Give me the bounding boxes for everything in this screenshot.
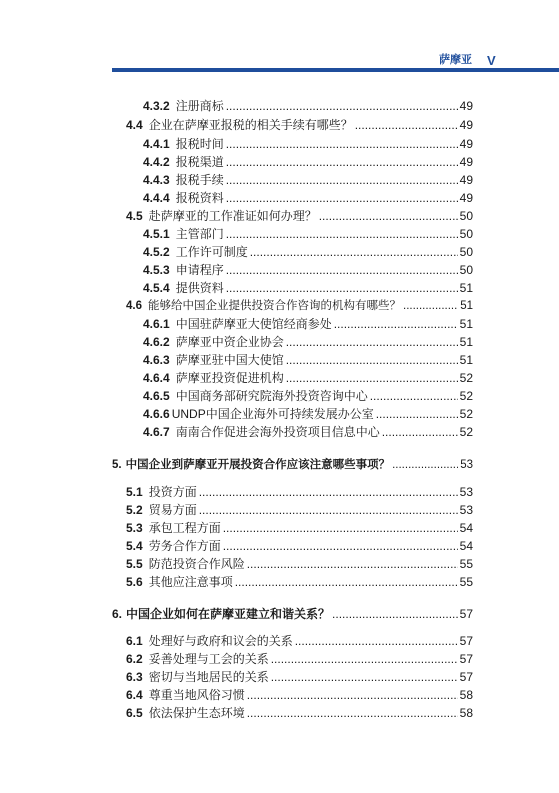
toc-entry-number: 6.2 [126,652,143,666]
toc-entry-title: 申请程序 [175,263,224,277]
toc-entry-title: 萨摩亚中资企业协会 [175,335,284,349]
toc-entry-title: 承包工程方面 [148,521,221,535]
toc-entry-number: 5.1 [126,485,143,499]
toc-leader-dots [271,670,458,684]
toc-entry-number: 4.5.2 [143,245,170,259]
toc-leader-dots [226,263,458,277]
toc-entry-number: 5.6 [126,575,143,589]
toc-entry-title: 工作许可制度 [175,245,248,259]
toc-entry-number: 4.5.1 [143,227,170,241]
toc-entry-title: UNDP中国企业海外可持续发展办公室 [171,407,374,421]
toc-entry[interactable] [143,241,473,259]
toc-entry-number: 4.4.1 [143,137,170,151]
toc-entry-title: 中国企业到萨摩亚开展投资合作应该注意哪些事项？ [125,459,391,471]
toc-entry-title: 贸易方面 [148,503,197,517]
header-rule [112,68,559,72]
toc-entry-title: 南南合作促进会海外投资项目信息中心 [175,425,380,439]
toc-entry-page: 51 [459,335,473,349]
toc-leader-dots [295,634,458,648]
toc-entry-page: 57 [459,652,473,666]
toc-entry-page: 54 [459,539,473,553]
toc-entry-title: 提供资料 [175,281,224,295]
toc-entry-number: 6.1 [126,634,143,648]
toc-entry-number: 5.2 [126,503,143,517]
toc-entry-number: 6.5 [126,706,143,720]
toc-entry[interactable] [143,169,473,187]
toc-entry[interactable] [126,702,473,720]
toc-entry-page: 50 [459,209,473,223]
toc-leader-dots [382,425,458,439]
toc-chapter-entry[interactable] [112,603,473,621]
toc-entry[interactable] [143,187,473,205]
toc-leader-dots [355,118,458,132]
toc-entry-number: 4.5.3 [143,263,170,277]
toc-entry[interactable] [126,630,473,648]
toc-leader-dots [392,458,458,472]
toc-entry-page: 51 [459,353,473,367]
toc-entry-page: 52 [459,407,473,421]
toc-entry-page: 57 [459,634,473,648]
toc-entry-title: 劳务合作方面 [148,539,221,553]
toc-entry-number: 4.6.2 [143,335,170,349]
toc-entry-number: 4.4.2 [143,155,170,169]
toc-entry-number: 5.4 [126,539,143,553]
toc-leader-dots [226,173,458,187]
toc-entry-title: 能够给中国企业提供投资合作咨询的机构有哪些？ [148,300,401,312]
toc-entry-page: 49 [459,155,473,169]
toc-entry-title: 依法保护生态环境 [148,706,245,720]
toc-entry-number: 4.6.3 [143,353,170,367]
toc-leader-dots [271,652,458,666]
toc-entry[interactable] [143,421,473,439]
toc-entry[interactable] [143,403,473,421]
toc-entry-number: 4.4.4 [143,191,170,205]
toc-leader-dots [235,575,458,589]
toc-entry-page: 52 [459,371,473,385]
toc-entry[interactable] [143,331,473,349]
toc-entry-page: 51 [460,300,473,312]
toc-leader-dots [286,371,458,385]
toc-entry[interactable] [126,553,473,571]
toc-entry-number: 4.3.2 [143,99,170,113]
toc-leader-dots [223,539,458,553]
toc-entry-number: 5.5 [126,557,143,571]
toc-entry-title: 中国企业如何在萨摩亚建立和谐关系？ [126,607,331,621]
toc-entry-page: 55 [459,575,473,589]
toc-entry-title: 尊重当地风俗习惯 [148,688,245,702]
toc-entry-page: 52 [459,389,473,403]
toc-leader-dots [226,281,458,295]
toc-entry[interactable] [126,648,473,666]
toc-leader-dots [403,299,458,313]
toc-entry[interactable] [126,571,473,589]
toc-leader-dots [199,485,458,499]
toc-entry-page: 54 [459,521,473,535]
toc-leader-dots [226,191,458,205]
toc-entry-title: 赴萨摩亚的工作准证如何办理？ [148,209,317,223]
toc-entry-title: 防范投资合作风险 [148,557,245,571]
toc-leader-dots [250,245,458,259]
toc-entry[interactable] [126,205,473,223]
toc-entry-title: 报税渠道 [175,155,224,169]
toc-entry[interactable] [126,684,473,702]
toc-entry-number: 4.4 [126,118,143,132]
toc-leader-dots [226,155,458,169]
toc-entry[interactable] [126,535,473,553]
toc-leader-dots [319,209,458,223]
toc-entry-number: 4.6 [126,300,142,312]
toc-entry-number: 6.4 [126,688,143,702]
toc-entry[interactable] [143,385,473,403]
toc-leader-dots [286,353,458,367]
toc-entry[interactable] [143,133,473,151]
toc-leader-dots [247,706,458,720]
toc-entry-page: 51 [459,281,473,295]
toc-leader-dots [247,688,458,702]
toc-entry-page: 49 [459,191,473,205]
toc-entry[interactable] [126,114,473,132]
toc-leader-dots [334,317,458,331]
header-country-name: 萨摩亚 [439,54,472,66]
toc-entry-number: 5.3 [126,521,143,535]
toc-entry-title: 萨摩亚驻中国大使馆 [175,353,284,367]
toc-entry-number: 4.5.4 [143,281,170,295]
toc-entry-title: 密切与当地居民的关系 [148,670,269,684]
toc-entry-page: 53 [460,459,473,471]
toc-entry-page: 57 [459,607,473,621]
toc-entry-page: 53 [459,485,473,499]
toc-entry-title: 中国驻萨摩亚大使馆经商参处 [175,317,332,331]
toc-entry-page: 51 [459,317,473,331]
toc-entry-page: 49 [459,173,473,187]
toc-entry-number: 5. [112,459,122,471]
toc-entry[interactable] [126,666,473,684]
toc-entry-title: 主管部门 [175,227,224,241]
toc-entry-page: 53 [459,503,473,517]
toc-entry[interactable] [143,313,473,331]
toc-entry-page: 50 [459,263,473,277]
toc-entry-number: 4.6.7 [143,425,170,439]
toc-chapter-entry[interactable] [112,454,473,472]
toc-leader-dots [226,227,458,241]
toc-leader-dots [376,407,458,421]
toc-entry[interactable] [126,517,473,535]
toc-entry-number: 4.6.4 [143,371,170,385]
toc-entry-number: 6. [112,607,123,621]
toc-leader-dots [332,607,458,621]
toc-entry-title: 报税手续 [175,173,224,187]
toc-entry-page: 49 [459,118,473,132]
toc-entry-title: 其他应注意事项 [148,575,233,589]
toc-entry-number: 6.3 [126,670,143,684]
toc-entry[interactable] [143,349,473,367]
toc-entry-title: 注册商标 [175,99,224,113]
toc-entry-title: 中国商务部研究院海外投资咨询中心 [175,389,368,403]
toc-entry-title: 萨摩亚投资促进机构 [175,371,284,385]
toc-leader-dots [286,335,458,349]
toc-entry-number: 4.6.5 [143,389,170,403]
toc-entry-page: 52 [459,425,473,439]
toc-entry[interactable] [143,259,473,277]
toc-entry-page: 57 [459,670,473,684]
toc-leader-dots [370,389,458,403]
toc-entry[interactable] [126,481,473,499]
toc-leader-dots [199,503,458,517]
toc-entry[interactable] [143,367,473,385]
toc-entry[interactable] [143,277,473,295]
toc-entry-title: 企业在萨摩亚报税的相关手续有哪些？ [148,118,353,132]
toc-entry-title: 报税资料 [175,191,224,205]
toc-entry[interactable] [143,151,473,169]
toc-entry-page: 49 [459,99,473,113]
toc-entry-number: 4.4.3 [143,173,170,187]
toc-entry-title: 妥善处理与工会的关系 [148,652,269,666]
toc-entry-title: 处理好与政府和议会的关系 [148,634,293,648]
toc-entry-page: 50 [459,245,473,259]
toc-entry-page: 50 [459,227,473,241]
toc-entry[interactable] [143,95,473,113]
toc-entry-page: 49 [459,137,473,151]
toc-entry-page: 55 [459,557,473,571]
toc-entry-number: 4.6.1 [143,317,170,331]
toc-entry-page: 58 [459,706,473,720]
toc-entry-number: 4.5 [126,209,143,223]
toc-leader-dots [223,521,458,535]
toc-entry-number: 4.6.6 [143,407,170,421]
toc-leader-dots [247,557,458,571]
toc-entry[interactable] [143,223,473,241]
toc-entry[interactable] [126,295,473,313]
toc-leader-dots [226,137,458,151]
toc-entry[interactable] [126,499,473,517]
toc-entry-page: 58 [459,688,473,702]
toc-leader-dots [226,99,458,113]
toc-entry-title: 报税时间 [175,137,224,151]
toc-entry-title: 投资方面 [148,485,197,499]
header-page-numeral: V [487,53,496,68]
